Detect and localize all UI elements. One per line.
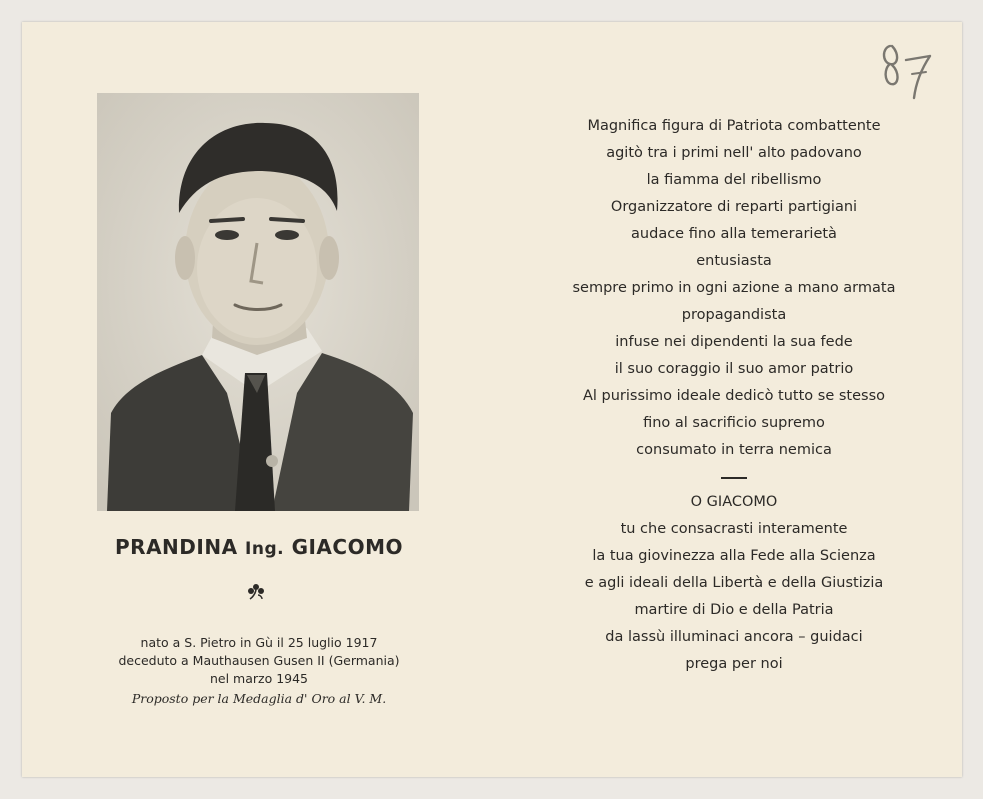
surname: PRANDINA [115,535,238,559]
verse-line: il suo coraggio il suo amor patrio [614,361,854,377]
verse-line: Al purissimo ideale dedicò tutto se stesso [582,388,886,404]
tribute-text [530,113,938,678]
portrait-photo [97,93,419,511]
title: Ing. [245,539,285,559]
given-name: GIACOMO [291,535,403,559]
handwritten-number [878,38,938,104]
verse-line: la tua giovinezza alla Fede alla Scienza [592,548,876,564]
verse-line: Magnifica figura di Patriota combattente [587,118,881,134]
stanza-2 [530,489,938,678]
death-line: deceduto a Mauthausen Gusen II (Germania) [118,653,400,668]
verse-line: sempre primo in ogni azione a mano armata [572,280,896,296]
stanza-1 [530,113,938,464]
biography [60,634,458,708]
verse-line: agitò tra i primi nell' alto padovano [606,145,862,161]
verse-line: da lassù illuminaci ancora – guidaci [605,629,863,645]
flower-icon [245,580,267,602]
verse-line: propagandista [681,307,787,323]
person-name [60,535,458,559]
verse-line: prega per noi [685,656,783,672]
verse-line: infuse nei dipendenti la sua fede [615,334,853,350]
verse-line: audace fino alla temerarietà [631,226,837,242]
verse-line: la fiamma del ribellismo [646,172,822,188]
death-date-line: nel marzo 1945 [209,671,309,686]
verse-line: fino al sacrificio supremo [643,415,825,431]
section-divider [721,477,747,479]
verse-line: entusiasta [696,253,772,269]
verse-line: Organizzatore di reparti partigiani [610,199,858,215]
verse-line: consumato in terra nemica [636,442,832,458]
verse-line: O GIACOMO [690,494,778,510]
verse-line: tu che consacrasti interamente [620,521,848,537]
verse-line: martire di Dio e della Patria [634,602,834,618]
birth-line: nato a S. Pietro in Gù il 25 luglio 1917 [140,635,378,650]
verse-line: e agli ideali della Libertà e della Giustizia [584,575,884,591]
medal-proposal: Proposto per la Medaglia d' Oro al V. M. [131,691,387,706]
